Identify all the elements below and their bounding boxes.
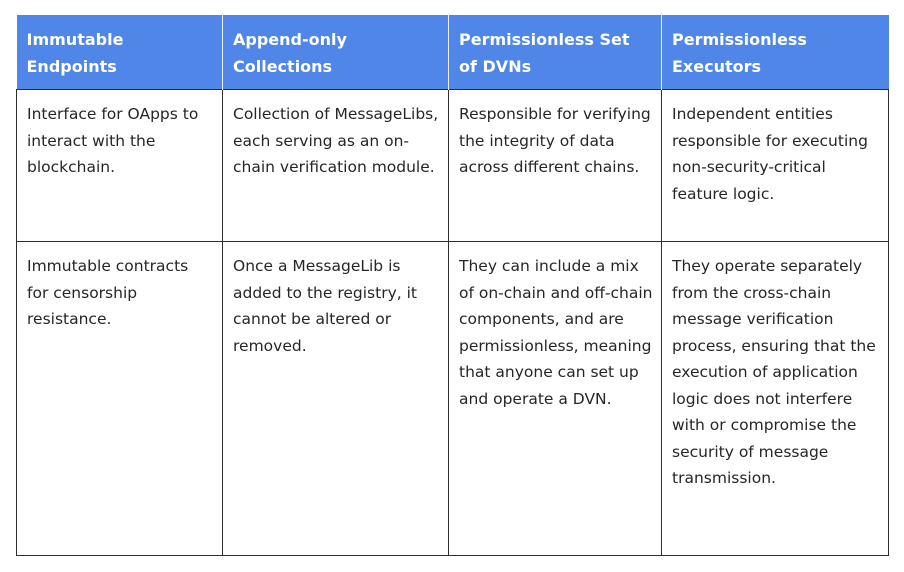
table-row bbox=[17, 90, 889, 242]
table-cell: Responsible for verifying the integrity of data across different chains. bbox=[449, 90, 662, 242]
table-cell: Independent entities responsible for executing non-security-critical feature logic. bbox=[662, 90, 889, 242]
table-row bbox=[17, 242, 889, 556]
table-cell: Once a MessageLib is added to the registry, it cannot be altered or removed. bbox=[223, 242, 449, 556]
table-cell: Collection of MessageLibs, each serving as an on-chain verification module. bbox=[223, 90, 449, 242]
header-permissionless-dvns: Permissionless Set of DVNs bbox=[449, 15, 662, 90]
table-cell: They can include a mix of on-chain and off-chain components, and are permissionless, meaning that anyone can set up and operate a DVN. bbox=[449, 242, 662, 556]
header-append-only-collections: Append-only Collections bbox=[223, 15, 449, 90]
header-immutable-endpoints: Immutable Endpoints bbox=[17, 15, 223, 90]
table-cell: Interface for OApps to interact with the blockchain. bbox=[17, 90, 223, 242]
comparison-table bbox=[16, 15, 889, 556]
header-permissionless-executors: Permissionless Executors bbox=[662, 15, 889, 90]
table-header-row bbox=[17, 15, 889, 90]
table-cell: They operate separately from the cross-chain message verification process, ensuring that the execution of application logic does not interfere with or compromise the security of message transmission. bbox=[662, 242, 889, 556]
table-cell: Immutable contracts for censorship resistance. bbox=[17, 242, 223, 556]
comparison-table-container bbox=[16, 15, 888, 556]
